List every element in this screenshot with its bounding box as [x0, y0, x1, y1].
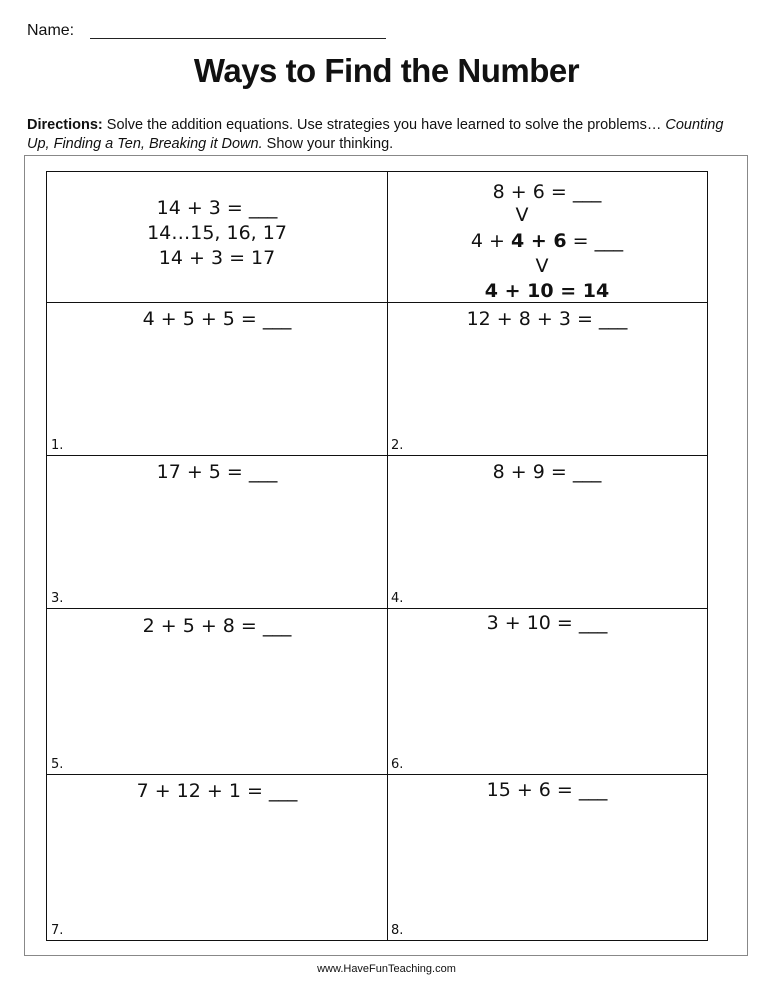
breakdown-highlight: 4 + 6 [511, 230, 567, 252]
problem-cell[interactable] [47, 302, 387, 455]
directions-text-2: Show your thinking. [262, 136, 394, 152]
breakdown-suffix: = ___ [566, 230, 624, 252]
example-equation: 8 + 6 = ___ [492, 181, 602, 203]
footer-url: www.HaveFunTeaching.com [317, 963, 456, 975]
problem-equation: 2 + 5 + 8 = ___ [142, 615, 292, 637]
name-label: Name: [27, 22, 75, 39]
problem-cell[interactable] [387, 608, 707, 774]
problem-number: 8. [391, 923, 404, 938]
example-breakdown [387, 230, 707, 252]
directions-strategies: Counting Up, Finding a Ten, Breaking it Down. [27, 117, 724, 152]
problem-cell[interactable] [387, 774, 707, 940]
problem-grid [46, 171, 708, 941]
directions-text-1: Solve the addition equations. Use strategies you have learned to solve the problems… [102, 117, 666, 133]
problem-number: 5. [51, 757, 64, 772]
problem-cell[interactable] [387, 302, 707, 455]
problem-cell[interactable] [387, 455, 707, 608]
example-cell-breaking [387, 172, 707, 302]
problem-equation: 7 + 12 + 1 = ___ [136, 780, 298, 802]
problem-number: 4. [391, 591, 404, 606]
problem-equation: 17 + 5 = ___ [156, 461, 278, 483]
down-arrow-icon: V [515, 204, 529, 226]
problem-number: 1. [51, 438, 64, 453]
problem-cell[interactable] [47, 774, 387, 940]
problem-number: 7. [51, 923, 64, 938]
problem-equation: 4 + 5 + 5 = ___ [142, 308, 292, 330]
directions [27, 116, 747, 154]
example-answer: 14 + 3 = 17 [158, 247, 276, 269]
worksheet-title: Ways to Find the Number [193, 52, 580, 89]
problem-cell[interactable] [47, 455, 387, 608]
down-arrow-icon: V [535, 255, 549, 277]
directions-label: Directions: [27, 117, 103, 133]
problem-equation: 8 + 9 = ___ [492, 461, 602, 483]
problem-equation: 12 + 8 + 3 = ___ [466, 308, 628, 330]
name-field[interactable] [90, 38, 386, 39]
breakdown-prefix: 4 + [470, 230, 511, 252]
problem-equation: 15 + 6 = ___ [486, 779, 608, 801]
problem-number: 6. [391, 757, 404, 772]
example-equation: 14 + 3 = ___ [156, 197, 278, 219]
example-answer: 4 + 10 = 14 [484, 280, 610, 302]
problem-equation: 3 + 10 = ___ [486, 612, 608, 634]
example-counting-steps: 14…15, 16, 17 [147, 222, 287, 244]
problem-number: 2. [391, 438, 404, 453]
problem-number: 3. [51, 591, 64, 606]
problem-cell[interactable] [47, 608, 387, 774]
example-cell-counting [47, 172, 387, 302]
